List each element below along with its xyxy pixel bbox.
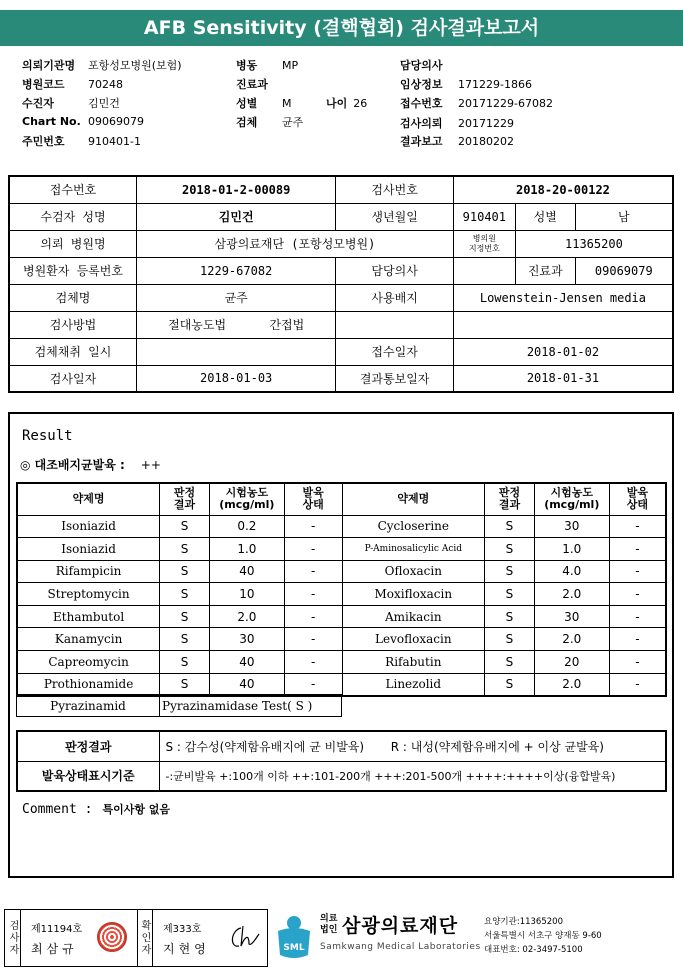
test-no: 2018-20-00122 [453, 176, 673, 203]
drug-result: S [485, 651, 535, 674]
drug-growth: - [284, 583, 342, 606]
table-row [17, 628, 666, 651]
table-row [17, 560, 666, 583]
drug-name: Cycloserine [342, 515, 485, 538]
drug-name: P-Aminosalicylic Acid [342, 538, 485, 561]
drug-conc: 0.2 [209, 515, 284, 538]
conc-header-right: 시험농도 (mcg/ml) [534, 483, 609, 515]
growth-header-left: 발육 상태 [284, 483, 342, 515]
info-table [8, 175, 674, 393]
drug-result: S [160, 515, 210, 538]
hospital-label: 의뢰 병원명 [9, 230, 136, 257]
drug-conc: 2.0 [209, 605, 284, 628]
specimen-label: 검체명 [9, 284, 136, 311]
header-dept: 진료과 [236, 78, 268, 91]
legend-growth: -:균비발육 +:100개 이하 ++:101-200개 +++:201-500개 ++++:++++이상(융합발육) [159, 761, 666, 791]
dept: 09069079 [575, 257, 673, 284]
drug-growth: - [609, 605, 666, 628]
header-doctor: 담당의사 [400, 59, 443, 72]
drug-name: Moxifloxacin [342, 583, 485, 606]
drug-growth: - [284, 515, 342, 538]
drug-result: S [160, 628, 210, 651]
drug-result: S [485, 583, 535, 606]
drug-result: S [160, 538, 210, 561]
drug-conc: 30 [534, 515, 609, 538]
drug-name: Ethambutol [17, 605, 160, 628]
signature-icon [227, 922, 261, 952]
method-label: 검사방법 [9, 311, 136, 338]
legend-growth-label: 발육상태표시기준 [17, 761, 159, 791]
table-row [17, 538, 666, 561]
hospital-name: 삼광의료재단 (포항성모병원) [136, 230, 453, 257]
seal-icon [97, 922, 127, 952]
doctor [453, 257, 515, 284]
header-resident-no: 주민번호 910401-1 [22, 135, 141, 148]
pyrazinamidase-result: Pyrazinamidase Test( S ) [160, 695, 342, 717]
test-date-label: 검사일자 [9, 365, 136, 392]
drug-growth: - [609, 628, 666, 651]
confirmer-no: 제333호 [163, 924, 202, 935]
examiner-name: 최삼규 [31, 942, 78, 956]
result-section [8, 412, 674, 878]
growth-header-right: 발육 상태 [609, 483, 666, 515]
designated-no: 11365200 [515, 230, 673, 257]
drug-table [16, 482, 667, 697]
dob: 910401 [453, 203, 515, 230]
notify-label: 결과통보일자 [336, 365, 454, 392]
sex: 남 [575, 203, 673, 230]
conc-header-left: 시험농도 (mcg/ml) [209, 483, 284, 515]
reg-label: 병원환자 등록번호 [9, 257, 136, 284]
drug-growth: - [284, 673, 342, 696]
medium-label: 사용배지 [336, 284, 454, 311]
drug-name: Prothionamide [17, 673, 160, 696]
drug-growth: - [284, 651, 342, 674]
drug-growth: - [609, 673, 666, 696]
drug-result: S [485, 560, 535, 583]
examiner-label: 검사자 [5, 910, 21, 966]
header-clinical: 임상정보 171229-1866 [400, 78, 532, 91]
header-specimen: 검체 균주 [236, 116, 304, 129]
header-chart-no: Chart No. 09069079 [22, 115, 144, 128]
logo-text: SML [283, 943, 305, 953]
judgement-header-left: 판정 결과 [160, 483, 210, 515]
header-hospital: 의뢰기관명 포항성모병원(보험) [22, 59, 182, 72]
received-label: 접수일자 [336, 338, 454, 365]
test-no-label: 검사번호 [336, 176, 454, 203]
drug-growth: - [284, 538, 342, 561]
drug-name: Capreomycin [17, 651, 160, 674]
report-title: AFB Sensitivity (결핵협회) 검사결과보고서 [0, 10, 683, 46]
drug-conc: 10 [209, 583, 284, 606]
drug-result: S [160, 605, 210, 628]
drug-name: Rifampicin [17, 560, 160, 583]
drug-conc: 1.0 [534, 538, 609, 561]
header-reception: 접수번호 20171229-67082 [400, 97, 553, 110]
pyrazinamid-label: Pyrazinamid [17, 695, 160, 717]
drug-conc: 20 [534, 651, 609, 674]
legend-table [16, 730, 667, 792]
signature-box [4, 909, 268, 967]
specimen: 균주 [136, 284, 335, 311]
method-blank-2 [453, 311, 673, 338]
patient-label: 수검자 성명 [9, 203, 136, 230]
patient-name: 김민건 [136, 203, 335, 230]
collect-label: 검체채취 일시 [9, 338, 136, 365]
drug-name: Streptomycin [17, 583, 160, 606]
examiner-no: 제11194호 [31, 924, 83, 935]
header-hospital-code: 병원코드 70248 [22, 78, 123, 91]
drug-conc: 30 [534, 605, 609, 628]
drug-name: Ofloxacin [342, 560, 485, 583]
header-age: 나이 26 [326, 97, 368, 110]
table-row [17, 673, 666, 696]
received: 2018-01-02 [453, 338, 673, 365]
pyrazinamid-row [16, 694, 342, 717]
table-row [17, 515, 666, 538]
sex-label: 성별 [515, 203, 575, 230]
drug-growth: - [284, 560, 342, 583]
header-patient: 수진자 김민건 [22, 97, 120, 110]
table-row [17, 583, 666, 606]
drug-name: Isoniazid [17, 515, 160, 538]
drug-growth: - [609, 583, 666, 606]
org-details [484, 915, 602, 957]
org-code: 요양기관:11365200 [484, 917, 563, 927]
result-title: Result [22, 428, 73, 444]
drug-growth: - [284, 628, 342, 651]
drug-result: S [485, 538, 535, 561]
org-name: 삼광의료재단 [342, 915, 459, 937]
method-blank [336, 311, 454, 338]
drug-header-left: 약제명 [17, 483, 160, 515]
judgement-header-right: 판정 결과 [485, 483, 535, 515]
drug-conc: 2.0 [534, 673, 609, 696]
comment: Comment : 특이사항 없음 [22, 802, 171, 817]
dept-label: 진료과 [515, 257, 575, 284]
notify-date: 2018-01-31 [453, 365, 673, 392]
drug-growth: - [609, 538, 666, 561]
drug-result: S [160, 583, 210, 606]
drug-conc: 2.0 [534, 583, 609, 606]
header-requested: 검사의뢰 20171229 [400, 117, 514, 130]
doctor-label: 담당의사 [336, 257, 454, 284]
drug-result: S [160, 673, 210, 696]
drug-conc: 40 [209, 560, 284, 583]
drug-growth: - [609, 651, 666, 674]
table-row [17, 651, 666, 674]
drug-conc: 40 [209, 651, 284, 674]
drug-result: S [485, 673, 535, 696]
designated-label: 병의원 지정번호 [453, 230, 515, 257]
header-ward: 병동 MP [236, 59, 299, 72]
drug-growth: - [609, 515, 666, 538]
reception-no-label: 접수번호 [9, 176, 136, 203]
drug-conc: 4.0 [534, 560, 609, 583]
drug-header-right: 약제명 [342, 483, 485, 515]
drug-name: Isoniazid [17, 538, 160, 561]
drug-growth: - [284, 605, 342, 628]
test-date: 2018-01-03 [136, 365, 335, 392]
medium: Lowenstein-Jensen media [453, 284, 673, 311]
confirmer-label: 확인자 [137, 910, 153, 966]
drug-name: Linezolid [342, 673, 485, 696]
org-address: 서울특별시 서초구 양재동 9-60 [484, 931, 602, 941]
table-row [17, 605, 666, 628]
header-reported: 결과보고 20180202 [400, 135, 514, 148]
org-legal-type: 의료 법인 [320, 914, 338, 935]
drug-conc: 2.0 [534, 628, 609, 651]
control-growth: ◎ 대조배지균발육 : ++ [20, 458, 161, 472]
drug-result: S [160, 560, 210, 583]
reception-no: 2018-01-2-00089 [136, 176, 335, 203]
org-english-name: Samkwang Medical Laboratories [320, 942, 481, 952]
legend-judgement: S : 감수성(약제함유배지에 균 비발육) R : 내성(약제함유배지에 + 이상 균발육) [159, 731, 666, 761]
drug-result: S [485, 605, 535, 628]
drug-conc: 40 [209, 673, 284, 696]
sml-logo-icon [272, 911, 316, 963]
drug-name: Rifabutin [342, 651, 485, 674]
header-sex: 성별 M [236, 97, 292, 110]
legend-judgement-label: 판정결과 [17, 731, 159, 761]
method: 절대농도법 간접법 [136, 311, 335, 338]
drug-name: Levofloxacin [342, 628, 485, 651]
dob-label: 생년월일 [336, 203, 454, 230]
drug-conc: 1.0 [209, 538, 284, 561]
drug-result: S [160, 651, 210, 674]
reg-no: 1229-67082 [136, 257, 335, 284]
drug-result: S [485, 628, 535, 651]
drug-growth: - [609, 560, 666, 583]
confirmer-name: 지현영 [163, 942, 210, 956]
drug-conc: 30 [209, 628, 284, 651]
drug-result: S [485, 515, 535, 538]
collect [136, 338, 335, 365]
drug-name: Kanamycin [17, 628, 160, 651]
org-phone: 대표번호: 02-3497-5100 [484, 945, 583, 955]
drug-name: Amikacin [342, 605, 485, 628]
comment-text: 특이사항 없음 [102, 803, 171, 816]
